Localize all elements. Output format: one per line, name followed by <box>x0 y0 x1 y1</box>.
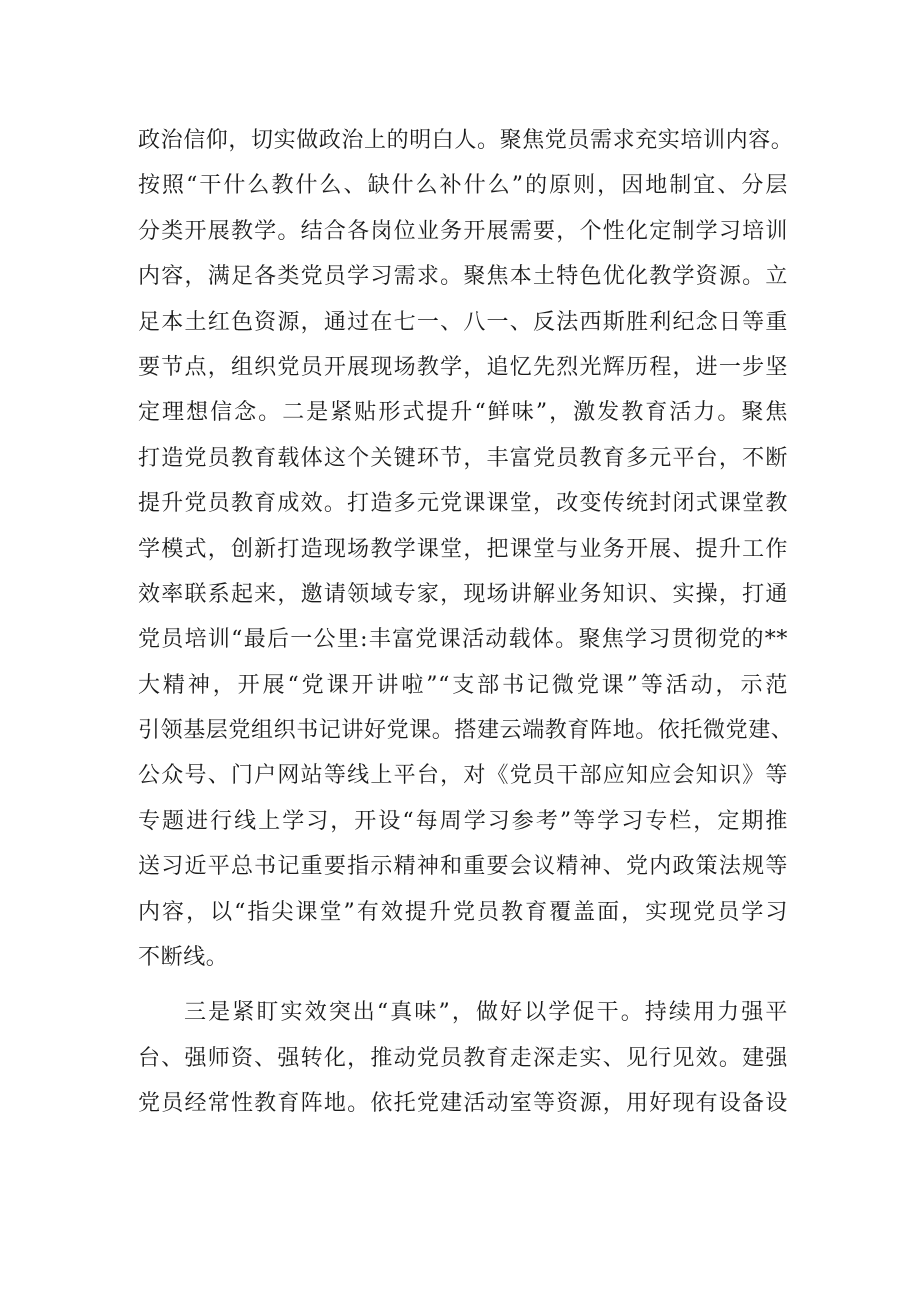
text-line: 大精神，开展“党课开讲啦”“支部书记微党课”等活动，示范 <box>138 672 788 698</box>
text-line: 专题进行线上学习，开设“每周学习参考”等学习专栏，定期推 <box>138 808 788 834</box>
text-line: 台、强师资、强转化，推动党员教育走深走实、见行见效。建强 <box>138 1045 788 1071</box>
text-line: 效率联系起来，邀请领域专家，现场讲解业务知识、实操，打通 <box>138 581 788 607</box>
text-line: 分类开展教学。结合各岗位业务开展需要，个性化定制学习培训 <box>138 218 788 244</box>
text-line: 引领基层党组织书记讲好党课。搭建云端教育阵地。依托微党建、 <box>138 718 794 744</box>
text-line: 公众号、门户网站等线上平台，对《党员干部应知应会知识》等 <box>138 763 788 789</box>
text-line: 党员培训“最后一公里:丰富党课活动载体。聚焦学习贯彻党的** <box>138 627 788 653</box>
text-line: 提升党员教育成效。打造多元党课课堂，改变传统封闭式课堂教 <box>138 491 788 517</box>
text-line: 内容，以“指尖课堂”有效提升党员教育覆盖面，实现党员学习 <box>138 899 788 925</box>
text-line: 送习近平总书记重要指示精神和重要会议精神、党内政策法规等 <box>138 854 788 880</box>
text-line: 内容，满足各类党员学习需求。聚焦本土特色优化教学资源。立 <box>138 264 788 290</box>
text-line: 不断线。 <box>138 945 229 971</box>
text-line: 要节点，组织党员开展现场教学，追忆先烈光辉历程，进一步坚 <box>138 354 788 380</box>
body-text <box>138 118 794 1127</box>
text-line: 政治信仰，切实做政治上的明白人。聚焦党员需求充实培训内容。 <box>138 128 794 153</box>
paragraph-gap <box>138 980 788 990</box>
text-line: 学模式，创新打造现场教学课堂，把课堂与业务开展、提升工作 <box>138 536 788 562</box>
text-line: 按照“干什么教什么、缺什么补什么”的原则，因地制宜、分层 <box>138 173 788 199</box>
text-line: 党员经常性教育阵地。依托党建活动室等资源，用好现有设备设 <box>138 1091 788 1117</box>
text-line: 足本土红色资源，通过在七一、八一、反法西斯胜利纪念日等重 <box>138 309 788 335</box>
text-line: 打造党员教育载体这个关键环节，丰富党员教育多元平台，不断 <box>138 445 788 471</box>
text-line: 三是紧盯实效突出“真味”，做好以学促干。持续用力强平 <box>184 1000 788 1026</box>
text-line: 定理想信念。二是紧贴形式提升“鲜味”，激发教育活力。聚焦 <box>138 400 788 426</box>
